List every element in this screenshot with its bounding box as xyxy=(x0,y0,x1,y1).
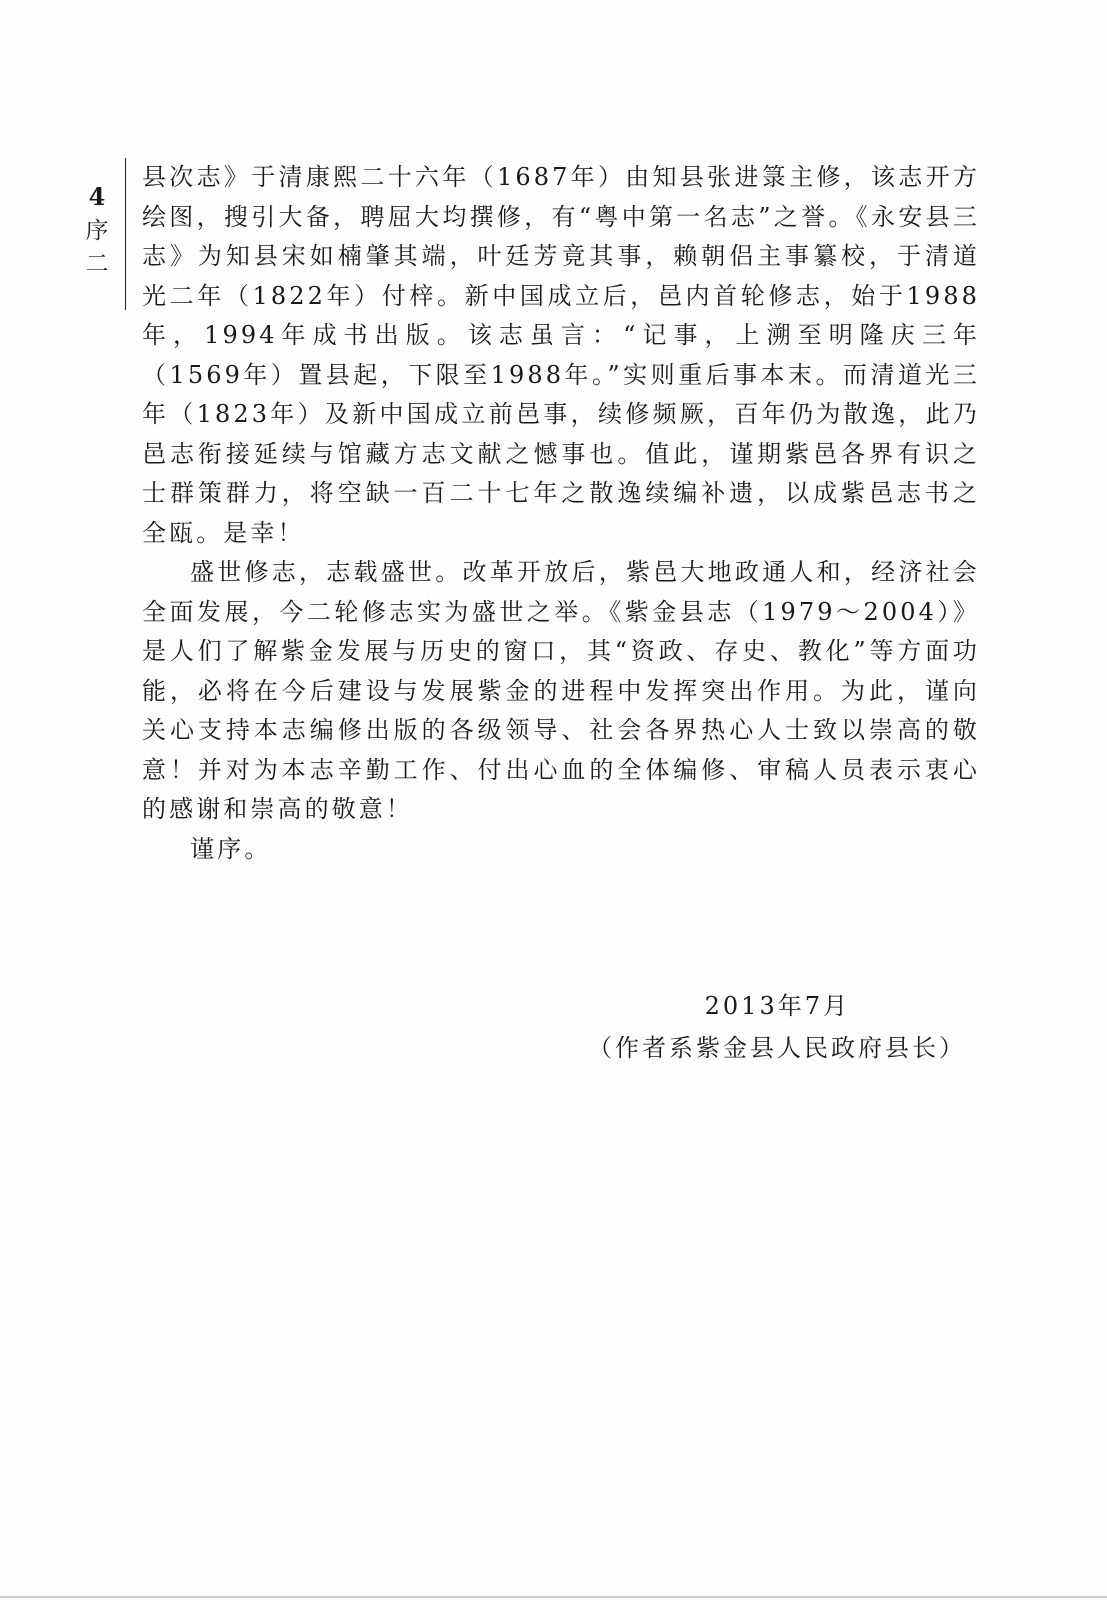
running-header xyxy=(84,180,110,281)
paragraph-3: 谨序。 xyxy=(190,834,272,863)
preface-body xyxy=(142,158,980,869)
section-label-char-1: 序 xyxy=(85,217,109,244)
scan-edge xyxy=(0,1596,1107,1598)
margin-divider xyxy=(125,158,126,310)
paragraph-1: 县次志》于清康熙二十六年（1687年）由知县张进箓主修，该志开方绘图，搜引大备，聘屈大均撰修，有“粤中第一名志”之誉。《永安县三志》为知县宋如楠肇其端，叶廷芳竟其事，赖朝侣主事纂校，于清道光二年（1822年）付梓。新中国成立后，邑内首轮修志，始于1988年，1994年成书出版。该志虽言：“记事，上溯至明隆庆三年（1569年）置县起，下限至1988年。”实则重后事本末。而清道光三年（1823年）及新中国成立前邑事，续修频厥，百年仍为散逸，此乃邑志衔接延续与馆藏方志文献之憾事也。值此，谨期紫邑各界有识之士群策群力，将空缺一百二十七年之散逸续编补遗，以成紫邑志书之全瓯。是幸！ xyxy=(142,163,980,547)
signoff-date: 2013年7月 xyxy=(704,992,850,1020)
page-number: 4 xyxy=(88,182,106,211)
signature-block xyxy=(142,985,980,1069)
signoff-author: （作者系紫金县人民政府县长） xyxy=(588,1034,966,1062)
paragraph-2: 盛世修志，志载盛世。改革开放后，紫邑大地政通人和，经济社会全面发展，今二轮修志实为盛世之举。《紫金县志（1979～2004）》是人们了解紫金发展与历史的窗口，其“资政、存史、教化”等方面功能，必将在今后建设与发展紫金的进程中发挥突出作用。为此，谨向关心支持本志编修出版的各级领导、社会各界热心人士致以崇高的敬意！并对为本志辛勤工作、付出心血的全体编修、审稿人员表示衷心的感谢和崇高的敬意！ xyxy=(142,558,980,823)
section-label-char-2: 二 xyxy=(85,251,109,278)
